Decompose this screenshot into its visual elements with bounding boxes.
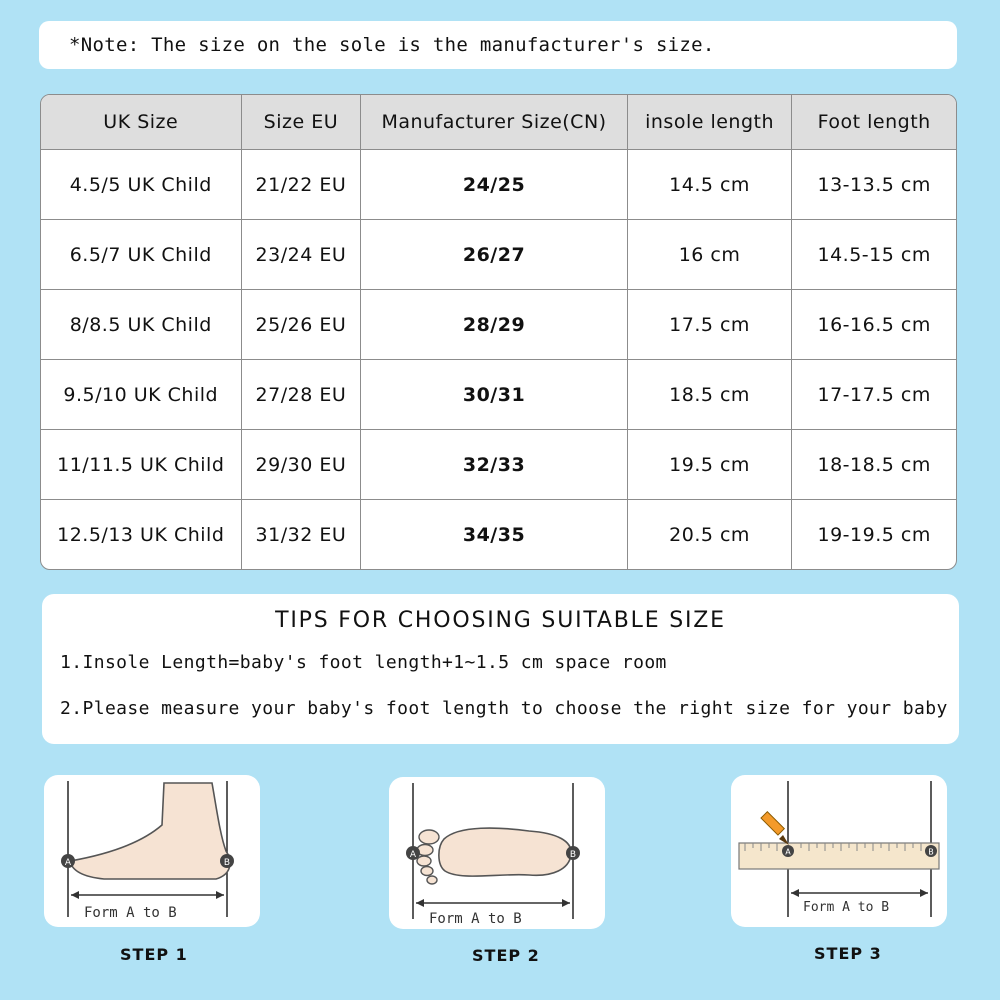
foot-length-cell: 16-16.5 cm [792,290,956,360]
eu-size-cell: 23/24 EU [242,220,362,290]
size-note: *Note: The size on the sole is the manufacturer's size. [39,21,957,69]
manufacturer-size-cell: 24/25 [361,150,627,220]
eu-size-cell: 21/22 EU [242,150,362,220]
step-3-label: STEP 3 [814,944,882,963]
insole-length-cell: 19.5 cm [628,430,793,500]
insole-length-cell: 17.5 cm [628,290,793,360]
manufacturer-size-cell: 30/31 [361,360,627,430]
uk-size-cell: 6.5/7 UK Child [41,220,242,290]
point-a-label: A [785,847,791,857]
manufacturer-size-cell: 34/35 [361,500,627,569]
point-b-label: B [928,847,934,857]
eu-size-cell: 31/32 EU [242,500,362,569]
insole-length-cell: 14.5 cm [628,150,793,220]
point-b-label: B [569,850,577,860]
uk-size-cell: 11/11.5 UK Child [41,430,242,500]
pencil-icon [761,812,789,845]
table-row [41,430,956,500]
manufacturer-size-cell: 26/27 [361,220,627,290]
eu-size-cell: 25/26 EU [242,290,362,360]
step-1-card [44,775,260,927]
tips-panel [42,594,959,744]
ruler-icon [731,775,947,927]
foot-length-cell: 19-19.5 cm [817,523,931,546]
manufacturer-size-cell: 32/33 [361,430,627,500]
step-3-card [731,775,947,927]
step-2-caption: Form A to B [429,911,522,927]
step-1-label: STEP 1 [120,945,188,964]
table-row [41,500,956,569]
foot-length-cell: 14.5-15 cm [792,220,956,290]
foot-length-cell: 17-17.5 cm [792,360,956,430]
uk-size-cell: 9.5/10 UK Child [41,360,242,430]
step-3-caption: Form A to B [803,900,890,915]
uk-size-cell: 12.5/13 UK Child [41,500,242,569]
insole-length-cell: 20.5 cm [628,500,793,569]
table-header-row [41,95,956,150]
foot-length-cell: 13-13.5 cm [792,150,956,220]
point-a-label: A [409,850,417,860]
table-row [41,360,956,430]
insole-length-cell: 16 cm [628,220,793,290]
column-header-insole-length: insole length [628,95,793,150]
table-row [41,290,956,360]
tips-title: TIPS FOR CHOOSING SUITABLE SIZE [275,608,726,633]
column-header-foot-length: Foot length [792,95,956,150]
point-a-label: A [64,858,72,868]
foot-sole-icon [389,777,605,929]
step-1-caption: Form A to B [84,905,177,921]
column-header-manufacturer-size: Manufacturer Size(CN) [361,95,627,150]
size-chart-table [40,94,957,570]
column-header-size-eu: Size EU [242,95,362,150]
step-2-card [389,777,605,929]
uk-size-cell: 4.5/5 UK Child [41,150,242,220]
uk-size-cell: 8/8.5 UK Child [41,290,242,360]
column-header-uk-size: UK Size [41,95,242,150]
tip-item: 1.Insole Length=baby's foot length+1~1.5 cm space room [60,652,667,673]
eu-size-cell: 29/30 EU [242,430,362,500]
table-row [41,220,956,290]
insole-length-cell: 18.5 cm [628,360,793,430]
step-2-label: STEP 2 [472,946,540,965]
tip-item: 2.Please measure your baby's foot length to choose the right size for your baby [60,698,948,719]
foot-length-cell: 18-18.5 cm [792,430,956,500]
point-b-label: B [223,858,231,868]
manufacturer-size-cell: 28/29 [361,290,627,360]
foot-side-icon [44,775,260,927]
table-row [41,150,956,220]
eu-size-cell: 27/28 EU [242,360,362,430]
